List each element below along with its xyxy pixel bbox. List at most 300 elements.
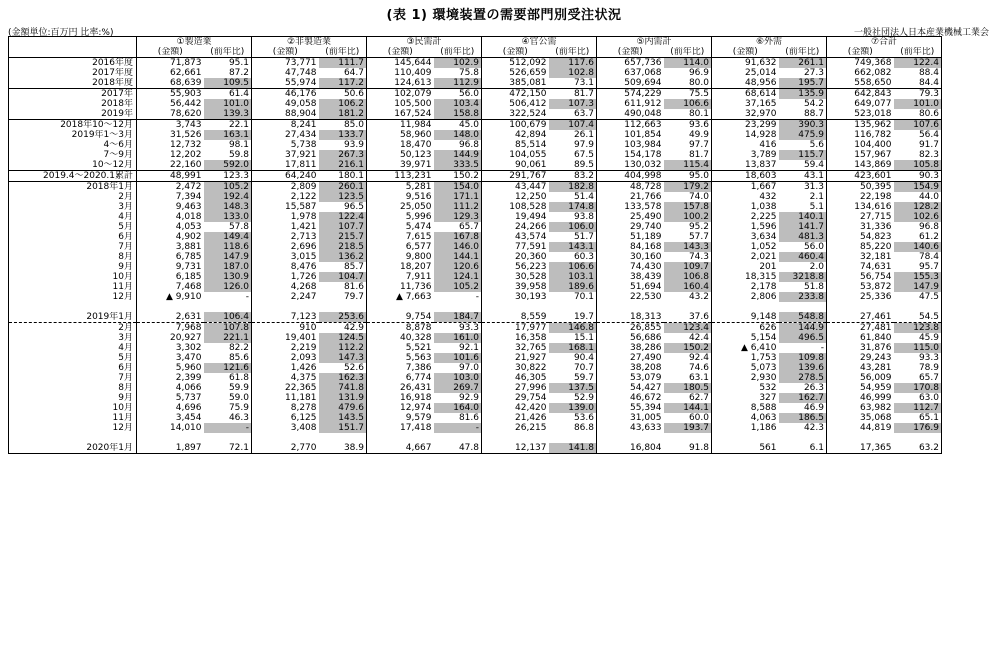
amount-cell: 1,421 [290,222,317,232]
ratio-cell: 97.0 [434,363,482,373]
amount-cell: 3,634 [750,232,777,242]
column-group-header [827,37,942,48]
amount-cell: 27,434 [285,130,317,140]
amount-cell: 23,299 [712,120,779,131]
ratio-cell: 59.8 [204,150,252,160]
ratio-cell: 38.9 [319,443,367,454]
row-label [9,433,137,443]
amount-cell: 3,408 [290,423,317,433]
table-row [9,443,942,454]
ratio-cell: 61.4 [204,89,252,100]
ratio-cell: 46.3 [204,413,252,423]
amount-cell: 85,514 [515,140,547,150]
amount-cell: 9,463 [175,202,202,212]
amount-cell: 2,930 [750,373,777,383]
column-group-label: ①製造業 [172,37,215,47]
ratio-cell: 26.1 [549,130,597,140]
amount-cell: 5,738 [290,140,317,150]
ratio-cell [319,433,367,443]
amount-cell: 55,394 [630,403,662,413]
amount-cell: 18,315 [745,272,777,282]
header-corner [9,37,137,48]
amount-cell: 16,918 [400,393,432,403]
amount-cell: 574,229 [597,89,664,100]
ratio-cell: 140.1 [779,212,827,222]
amount-cell: 385,081 [509,78,547,88]
ratio-cell: 80.1 [664,109,712,120]
amount-cell: 472,150 [482,89,549,100]
amount-cell: 44,819 [860,423,892,433]
ratio-cell: 106.4 [204,312,252,323]
ratio-cell: 103.4 [434,99,482,109]
ratio-cell: 126.0 [204,282,252,292]
ratio-cell: 100.2 [664,212,712,222]
ratio-cell: 147.9 [894,282,942,292]
amount-cell: 46,672 [630,393,662,403]
amount-cell: 3,743 [137,120,204,131]
ratio-cell: 167.8 [434,232,482,242]
amount-cell: 14,010 [170,423,202,433]
ratio-cell: 79.3 [894,89,942,100]
ratio-cell: 85.0 [319,120,367,131]
amount-cell: 649,077 [854,99,892,109]
ratio-cell: 88.4 [894,68,942,78]
amount-cell: 657,736 [597,58,664,69]
ratio-cell: 129.3 [434,212,482,222]
row-label: 5月 [9,353,137,363]
ratio-cell: 143.5 [319,413,367,423]
row-label: 8月 [9,383,137,393]
ratio-cell: 54.5 [894,312,942,323]
table-row [9,150,942,160]
amount-cell: 46,999 [860,393,892,403]
ratio-cell: - [434,423,482,433]
ratio-cell: 52.6 [319,363,367,373]
amount-cell: 43,574 [515,232,547,242]
ratio-cell: 253.6 [319,312,367,323]
amount-cell: 9,148 [712,312,779,323]
amount-cell: 68,614 [712,89,779,100]
table-row [9,192,942,202]
ratio-cell: 90.3 [894,171,942,182]
amount-cell: 1,426 [290,363,317,373]
ratio-cell: 2.1 [779,192,827,202]
ratio-cell: 83.2 [549,171,597,182]
row-label: 7月 [9,373,137,383]
table-row [9,312,942,323]
ratio-cell: 51.8 [779,282,827,292]
amount-cell: 2,122 [290,192,317,202]
amount-cell: 561 [712,443,779,454]
amount-cell [827,302,894,312]
ratio-cell: 6.1 [779,443,827,454]
row-label: 2019.4～2020.1累計 [9,171,137,182]
amount-cell: 101,854 [624,130,662,140]
amount-cell: 27,481 [860,323,892,333]
row-label: 10月 [9,403,137,413]
ratio-cell: 135.9 [779,89,827,100]
amount-cell: 910 [299,323,317,333]
amount-cell: 49,058 [285,99,317,109]
ratio-cell: 101.0 [894,99,942,109]
amount-cell: 51,694 [630,282,662,292]
ratio-cell: 42.3 [779,423,827,433]
ratio-cell: 150.2 [434,171,482,182]
amount-cell: 4,696 [175,403,202,413]
ratio-cell: 92.4 [664,353,712,363]
table-row [9,140,942,150]
amount-cell: 58,960 [400,130,432,140]
ratio-cell: 27.3 [779,68,827,78]
ratio-cell: 85.7 [319,262,367,272]
amount-cell: 104,055 [509,150,547,160]
ratio-cell: 133.7 [319,130,367,140]
ratio-cell: 122.4 [894,58,942,69]
ratio-cell: 50.6 [319,89,367,100]
row-label: 9月 [9,262,137,272]
amount-cell: 46,305 [515,373,547,383]
amount-cell: 13,837 [745,160,777,170]
amount-cell: 143,869 [854,160,892,170]
amount-cell: 108,528 [509,202,547,212]
amount-cell [252,302,319,312]
amount-cell: 4,053 [175,222,202,232]
amount-cell: 53,872 [860,282,892,292]
amount-cell: 506,412 [509,99,547,109]
table-row [9,182,942,193]
amount-cell: 24,266 [515,222,547,232]
amount-cell: 5,563 [405,353,432,363]
row-label: 10～12月 [9,160,137,171]
ratio-cell: 123.3 [204,171,252,182]
ratio-cell: 91.7 [894,140,942,150]
amount-cell: 37,165 [745,99,777,109]
ratio-cell: 114.0 [664,58,712,69]
amount-cell: 116,782 [854,130,892,140]
ratio-cell: 149.4 [204,232,252,242]
table-row [9,120,942,131]
ratio-cell: 81.6 [319,282,367,292]
ratio-cell: 141.7 [779,222,827,232]
row-label: 4月 [9,343,137,353]
ratio-cell: 139.0 [549,403,597,413]
column-group-label: ③民需計 [402,37,445,47]
amount-subheader: (金額) [827,47,894,58]
ratio-cell: 112.7 [894,403,942,413]
ratio-cell: 261.1 [779,58,827,69]
ratio-cell: 163.1 [204,130,252,140]
amount-cell: ▲ 9,910 [165,292,202,302]
ratio-cell: 164.0 [434,403,482,413]
ratio-cell: 80.0 [664,78,712,89]
ratio-cell: 141.8 [549,443,597,454]
column-group-label: ④官公需 [517,37,560,47]
amount-cell: 110,409 [394,68,432,78]
table-row [9,130,942,140]
column-group-header [597,37,712,48]
ratio-cell: 124.1 [434,272,482,282]
ratio-cell: 479.6 [319,403,367,413]
ratio-cell: 101.6 [434,353,482,363]
ratio-cell: 59.7 [549,373,597,383]
amount-cell: 27,490 [630,353,662,363]
amount-cell: 662,082 [854,68,892,78]
amount-cell: 134,616 [854,202,892,212]
amount-cell: 43,281 [860,363,892,373]
row-label: 4～6月 [9,140,137,150]
ratio-cell: 147.9 [204,252,252,262]
amount-cell: 5,960 [175,363,202,373]
amount-cell: 25,490 [630,212,662,222]
amount-cell: 54,959 [860,383,892,393]
amount-cell: 84,168 [630,242,662,252]
ratio-cell: 124.5 [319,333,367,343]
amount-cell: 322,524 [509,109,547,119]
ratio-cell: 103.1 [549,272,597,282]
ratio-cell: 278.5 [779,373,827,383]
amount-cell: 56,009 [860,373,892,383]
amount-cell: 1,897 [137,443,204,454]
ratio-cell: - [434,292,482,302]
amount-cell: 38,286 [630,343,662,353]
amount-cell: 5,996 [405,212,432,222]
amount-cell: 637,068 [624,68,662,78]
row-label: 3月 [9,202,137,212]
ratio-cell: 42.4 [664,333,712,343]
ratio-cell: 106.0 [549,222,597,232]
ratio-cell: 45.9 [894,333,942,343]
ratio-cell: 65.7 [434,222,482,232]
amount-cell: 9,579 [405,413,432,423]
table-row [9,78,942,89]
amount-cell: 432 [759,192,777,202]
ratio-cell: 57.7 [664,232,712,242]
table-row [9,433,942,443]
row-label: 2019年1～3月 [9,130,137,140]
row-label: 2017年 [9,89,137,100]
amount-cell: 31,005 [630,413,662,423]
ratio-cell: 123.5 [319,192,367,202]
amount-cell: 1,667 [712,182,779,193]
ratio-cell: 158.8 [434,109,482,120]
ratio-cell: 139.3 [204,109,252,120]
table-row [9,383,942,393]
column-group-header [252,37,367,48]
amount-cell: 8,278 [290,403,317,413]
row-label: 2月 [9,323,137,334]
amount-cell: 3,302 [175,343,202,353]
amount-cell: 9,754 [367,312,434,323]
ratio-cell: 88.7 [779,109,827,120]
amount-cell [252,433,319,443]
ratio-cell: 144.9 [434,150,482,160]
ratio-cell: 170.8 [894,383,942,393]
row-label: 2016年度 [9,58,137,69]
ratio-cell: 148.3 [204,202,252,212]
amount-cell: 2,219 [290,343,317,353]
ratio-cell: 54.2 [779,99,827,109]
amount-cell: 5,154 [750,333,777,343]
ratio-cell: 95.2 [664,222,712,232]
ratio-cell: 81.7 [664,150,712,160]
amount-cell: 27,461 [827,312,894,323]
ratio-cell: 146.0 [434,242,482,252]
row-label: 7～9月 [9,150,137,160]
table-row [9,272,942,282]
ratio-cell: 215.7 [319,232,367,242]
amount-cell: 85,220 [860,242,892,252]
ratio-cell: 151.7 [319,423,367,433]
row-label: 2017年度 [9,68,137,78]
amount-cell: 2,472 [137,182,204,193]
ratio-cell: 109.5 [204,78,252,89]
ratio-cell: 84.4 [894,78,942,89]
amount-cell: 46,176 [252,89,319,100]
table-row [9,89,942,100]
ratio-cell: 92.9 [434,393,482,403]
row-label: 12月 [9,423,137,433]
amount-cell: ▲ 7,663 [395,292,432,302]
ratio-cell: 22.1 [204,120,252,131]
ratio-cell: 137.5 [549,383,597,393]
amount-cell: 526,659 [509,68,547,78]
ratio-cell: 176.9 [894,423,942,433]
amount-cell: 6,125 [290,413,317,423]
ratio-cell [894,302,942,312]
ratio-cell: 128.2 [894,202,942,212]
row-label: 7月 [9,242,137,252]
ratio-cell [319,302,367,312]
amount-cell: 29,243 [860,353,892,363]
ratio-cell: 19.7 [549,312,597,323]
amount-cell: 17,977 [515,323,547,333]
amount-cell [827,433,894,443]
amount-cell [137,302,204,312]
ratio-cell: 121.6 [204,363,252,373]
amount-cell: 3,789 [750,150,777,160]
ratio-cell: 144.9 [779,323,827,334]
amount-cell: 416 [759,140,777,150]
ratio-cell: 26.3 [779,383,827,393]
amount-cell: 133,578 [624,202,662,212]
amount-cell: 157,967 [854,150,892,160]
amount-cell: 2,806 [750,292,777,302]
header-corner-sub [9,47,137,58]
amount-cell: 6,774 [405,373,432,383]
table-row [9,292,942,302]
ratio-cell [779,302,827,312]
ratio-cell: 115.4 [664,160,712,171]
row-label: 2018年 [9,99,137,109]
amount-cell: 40,328 [400,333,432,343]
amount-cell: 71,873 [137,58,204,69]
amount-cell: 18,603 [712,171,779,182]
amount-cell: 532 [759,383,777,393]
ratio-cell: 103.0 [434,373,482,383]
amount-cell: 3,454 [175,413,202,423]
column-group-header [712,37,827,48]
amount-cell: 167,524 [394,109,432,119]
row-label: 2018年度 [9,78,137,89]
amount-cell: 4,902 [175,232,202,242]
amount-cell: 5,474 [405,222,432,232]
table-row [9,262,942,272]
amount-cell: 8,476 [290,262,317,272]
ratio-cell: 31.3 [779,182,827,193]
row-label: 2018年1月 [9,182,137,193]
ratio-cell: 118.6 [204,242,252,252]
amount-cell: 7,911 [405,272,432,282]
ratio-cell: 192.4 [204,192,252,202]
amount-cell: 1,186 [750,423,777,433]
amount-cell: 21,426 [515,413,547,423]
amount-cell: 29,740 [630,222,662,232]
ratio-cell: 181.2 [319,109,367,120]
amount-cell: 11,984 [367,120,434,131]
amount-cell: 130,032 [624,160,662,170]
ratio-cell: 98.1 [204,140,252,150]
ratio-cell: 96.5 [319,202,367,212]
ratio-cell: 107.7 [319,222,367,232]
ratio-cell: 143.3 [664,242,712,252]
amount-cell: 42,894 [515,130,547,140]
amount-cell: 7,615 [405,232,432,242]
amount-cell: 102,079 [367,89,434,100]
table-row [9,302,942,312]
table-row [9,232,942,242]
amount-cell: 56,754 [860,272,892,282]
amount-cell: 26,855 [630,323,662,333]
amount-cell: 22,530 [630,292,662,302]
ratio-cell: 390.3 [779,120,827,131]
column-group-label: ⑤内需計 [632,37,675,47]
ratio-cell: 74.3 [664,252,712,262]
amount-cell: 5,073 [750,363,777,373]
amount-cell: 2,770 [252,443,319,454]
table-row [9,353,942,363]
amount-cell [367,433,434,443]
amount-cell: 7,468 [175,282,202,292]
amount-cell: 30,160 [630,252,662,262]
amount-subheader: (金額) [252,47,319,58]
amount-cell: 1,753 [750,353,777,363]
table-row [9,222,942,232]
amount-cell: 48,991 [137,171,204,182]
ratio-cell: 42.9 [319,323,367,334]
row-label: 4月 [9,212,137,222]
amount-cell: 523,018 [854,109,892,119]
amount-cell: 135,962 [827,120,894,131]
amount-cell: 154,178 [624,150,662,160]
amount-cell: 9,516 [405,192,432,202]
amount-cell: 8,559 [482,312,549,323]
row-label: 8月 [9,252,137,262]
ratio-cell: 49.9 [664,130,712,140]
amount-cell: 19,494 [515,212,547,222]
amount-cell: 17,811 [285,160,317,170]
ratio-cell: 90.4 [549,353,597,363]
ratio-subheader: (前年比) [779,47,827,58]
amount-subheader: (金額) [137,47,204,58]
ratio-cell: 174.8 [549,202,597,212]
amount-cell: 105,500 [394,99,432,109]
ratio-subheader: (前年比) [319,47,367,58]
ratio-cell: 131.9 [319,393,367,403]
amount-cell: 611,912 [624,99,662,109]
ratio-cell: 154.0 [434,182,482,193]
organization-name: 一般社団法人日本産業機械工業会 [853,28,989,38]
ratio-cell: 86.8 [549,423,597,433]
